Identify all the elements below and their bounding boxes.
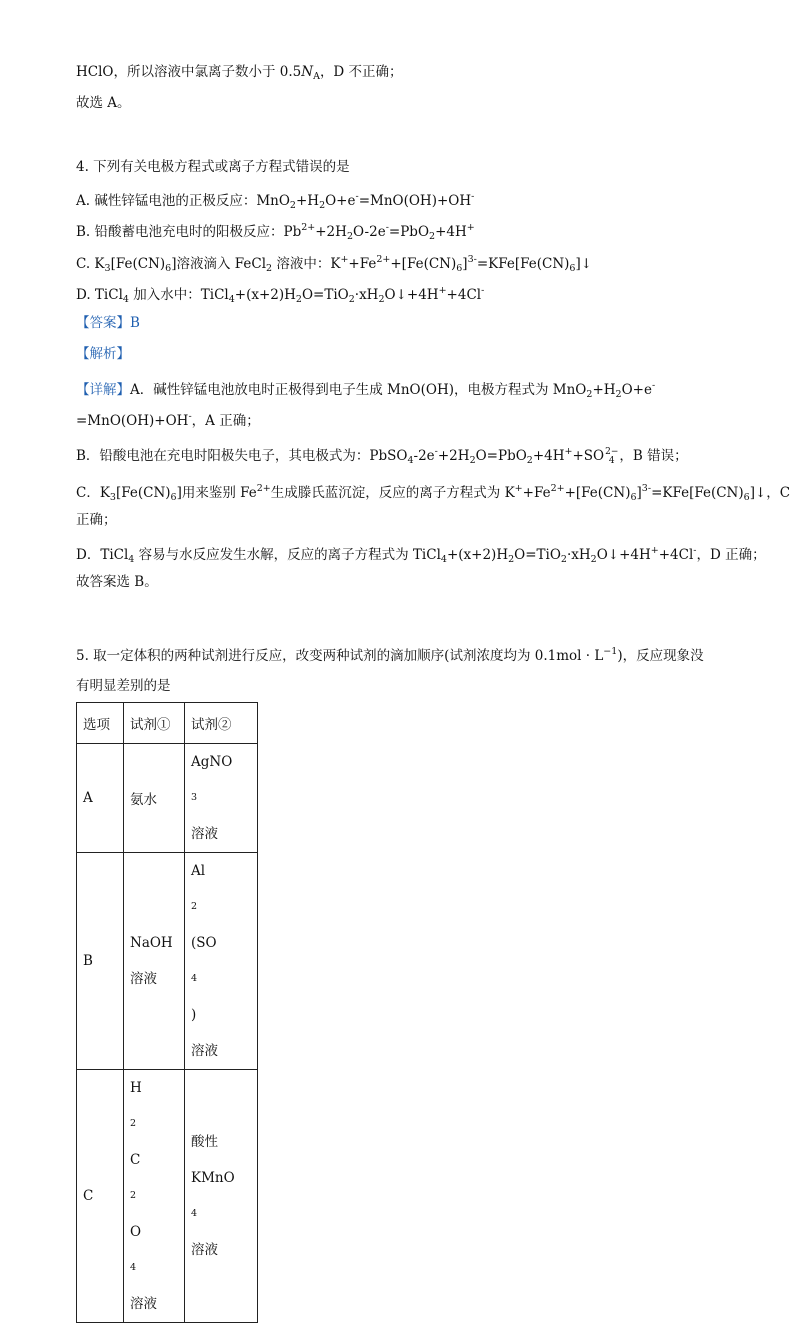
text: ·xH xyxy=(566,547,591,563)
text: O+e xyxy=(621,382,652,398)
sub: 6 xyxy=(165,263,172,274)
sup: 3- xyxy=(467,254,477,265)
text: AgNO xyxy=(191,754,233,770)
text: +4H xyxy=(435,224,467,240)
sub: 6 xyxy=(456,263,463,274)
table-row xyxy=(77,1070,258,1323)
options-table xyxy=(76,702,258,1323)
sub: 2 xyxy=(526,455,533,466)
frac-top: 2− xyxy=(605,446,619,457)
text: +4Cl xyxy=(658,547,694,563)
sup: + xyxy=(650,545,659,556)
sup: - xyxy=(651,380,656,391)
sub: 2 xyxy=(615,389,622,400)
sub: 3 xyxy=(109,492,116,503)
text: ，D 正确； xyxy=(696,547,766,563)
sub: 2 xyxy=(378,294,385,305)
header-cell: 试剂② xyxy=(185,703,258,744)
text: ·xH xyxy=(354,287,379,303)
text: C. K xyxy=(76,256,105,272)
text: +(x+2)H xyxy=(446,547,509,563)
sub: 4 xyxy=(191,1208,198,1219)
text: H xyxy=(130,1080,142,1096)
detail-b xyxy=(76,442,688,471)
table-row xyxy=(77,744,258,853)
text: ]用来鉴别 Fe xyxy=(176,485,257,501)
sup: - xyxy=(481,285,485,296)
text: C xyxy=(130,1152,141,1168)
option-cell: C xyxy=(77,1070,124,1323)
text: O↓+4H xyxy=(596,547,651,563)
text: )，反应现象没 xyxy=(617,648,704,664)
text: KMnO xyxy=(191,1170,235,1186)
text: ] xyxy=(636,485,642,501)
text: +2H xyxy=(437,448,470,464)
sub: 2 xyxy=(130,1190,137,1201)
text: 溶液中：K xyxy=(272,256,341,272)
option-cell: A xyxy=(77,744,124,853)
formula xyxy=(191,1160,251,1232)
q4-conclusion: 故答案选 B。 xyxy=(76,574,158,590)
sup: 3- xyxy=(641,483,652,494)
sub: 4 xyxy=(407,455,414,466)
text: +H xyxy=(592,382,616,398)
table-header-row xyxy=(77,703,258,744)
detail-d xyxy=(76,541,766,570)
option-cell: B xyxy=(77,853,124,1070)
text: O=PbO xyxy=(475,448,527,464)
sub: 6 xyxy=(630,492,637,503)
detail-c xyxy=(76,479,790,508)
formula xyxy=(130,1070,178,1286)
text: D. TiCl xyxy=(76,287,123,303)
sub: 2 xyxy=(130,1118,137,1129)
prev-text: HClO，所以溶液中氯离子数小于 0.5 xyxy=(76,64,302,80)
text: 溶液 xyxy=(191,826,218,842)
text: =KFe[Fe(CN) xyxy=(651,485,744,501)
text: 生成滕氏蓝沉淀，反应的离子方程式为 K xyxy=(270,485,515,501)
text: 溶液 xyxy=(191,1043,218,1059)
sup: - xyxy=(188,411,192,422)
reagent2-cell xyxy=(185,853,258,1070)
text: +4Cl xyxy=(446,287,482,303)
text: A. 碱性锌锰电池的正极反应：MnO xyxy=(76,193,290,209)
detail-label: 【详解】 xyxy=(76,382,130,398)
text: 酸性 xyxy=(191,1134,218,1150)
text: =MnO(OH)+OH xyxy=(76,413,189,429)
text: ]↓，C xyxy=(749,485,791,501)
text: O=TiO xyxy=(514,547,561,563)
text: 加入水中：TiCl xyxy=(128,287,229,303)
text: ，A 正确； xyxy=(191,413,260,429)
sup: + xyxy=(340,254,349,265)
sulfate-charge xyxy=(605,448,618,466)
text: +2H xyxy=(315,224,347,240)
text: +Fe xyxy=(348,256,377,272)
text: 溶液 xyxy=(191,1242,218,1258)
text: +SO xyxy=(572,448,605,464)
sup: 2+ xyxy=(256,483,271,494)
detail-a-line2 xyxy=(76,407,260,431)
q5-stem-line2: 有明显差别的是 xyxy=(76,678,171,694)
sup: - xyxy=(355,191,359,202)
sup: + xyxy=(514,483,523,494)
sub: 4 xyxy=(440,554,447,565)
na-symbol: N xyxy=(301,64,314,80)
q4-option-b xyxy=(76,218,475,247)
q4-option-c xyxy=(76,250,592,279)
text: O xyxy=(130,1224,142,1240)
sup: - xyxy=(434,446,438,457)
text: [Fe(CN) xyxy=(115,485,171,501)
sub: 4 xyxy=(122,294,129,305)
text: +4H xyxy=(532,448,565,464)
sub: 2 xyxy=(586,389,593,400)
q5-stem xyxy=(76,642,704,666)
text: C．K xyxy=(76,485,110,501)
sub: 2 xyxy=(266,263,273,274)
sup: - xyxy=(385,222,389,233)
answer-label: 【答案】B xyxy=(76,315,140,331)
sup: - xyxy=(693,545,697,556)
na-subscript: A xyxy=(313,71,320,82)
text: +(x+2)H xyxy=(234,287,296,303)
formula xyxy=(191,744,251,816)
reagent1-cell xyxy=(124,853,185,1070)
q4-option-a xyxy=(76,187,474,216)
sup: + xyxy=(438,285,447,296)
prev-text-end: ，D 不正确； xyxy=(319,64,403,80)
sub: 4 xyxy=(191,973,198,984)
sub: 2 xyxy=(295,294,302,305)
sup: + xyxy=(564,446,573,457)
text: O↓+4H xyxy=(384,287,439,303)
sub: 2 xyxy=(346,231,353,242)
sub: 3 xyxy=(104,263,111,274)
sub: 2 xyxy=(348,294,355,305)
sup: 2+ xyxy=(550,483,565,494)
text: =PbO xyxy=(388,224,430,240)
sub: 4 xyxy=(128,554,135,565)
text: B. 铅酸蓄电池充电时的阳极反应：Pb xyxy=(76,224,302,240)
text: D．TiCl xyxy=(76,547,129,563)
sub: 6 xyxy=(743,492,750,503)
text: =MnO(OH)+OH xyxy=(358,193,472,209)
q4-stem: 4. 下列有关电极方程式或离子方程式错误的是 xyxy=(76,159,350,175)
text: +H xyxy=(295,193,320,209)
sub: 2 xyxy=(508,554,515,565)
text: 溶液 xyxy=(130,1296,157,1312)
sub: 2 xyxy=(429,231,436,242)
reagent2-cell xyxy=(185,744,258,853)
sub: 6 xyxy=(569,263,576,274)
text: 容易与水反应发生水解，反应的离子方程式为 TiCl xyxy=(134,547,441,563)
prev-conclusion: 故选 A。 xyxy=(76,95,131,111)
sup: −1 xyxy=(603,646,618,657)
text: O-2e xyxy=(352,224,386,240)
text: 溶液 xyxy=(130,971,157,987)
sub: 4 xyxy=(130,1262,137,1273)
text: ，B 错误； xyxy=(619,448,688,464)
sub: 4 xyxy=(228,294,235,305)
sup: + xyxy=(466,222,475,233)
header-cell: 选项 xyxy=(77,703,124,744)
q4-option-d xyxy=(76,281,484,310)
detail-a-line1 xyxy=(76,376,655,405)
text: ]↓ xyxy=(575,256,593,272)
text: +Fe xyxy=(522,485,551,501)
text: ] xyxy=(462,256,468,272)
text: 5. 取一定体积的两种试剂进行反应，改变两种试剂的滴加顺序(试剂浓度均为 0.1mol · L xyxy=(76,648,604,664)
sub: 2 xyxy=(590,554,597,565)
sup: - xyxy=(471,191,475,202)
sup: 2+ xyxy=(376,254,391,265)
sub: 2 xyxy=(289,200,296,211)
sub: 3 xyxy=(191,792,198,803)
detail-c-line2: 正确； xyxy=(76,512,117,528)
analysis-label: 【解析】 xyxy=(76,346,130,362)
text: +[Fe(CN) xyxy=(564,485,631,501)
formula xyxy=(191,853,251,1033)
header-cell: 试剂① xyxy=(124,703,185,744)
text: ) xyxy=(191,1007,197,1023)
text: O+e xyxy=(325,193,356,209)
table-row xyxy=(77,853,258,1070)
reagent1-cell: 氨水 xyxy=(124,744,185,853)
text: =KFe[Fe(CN) xyxy=(476,256,570,272)
text: +[Fe(CN) xyxy=(390,256,457,272)
text: Al xyxy=(191,863,206,879)
reagent1-cell xyxy=(124,1070,185,1323)
text: [Fe(CN) xyxy=(110,256,166,272)
text: (SO xyxy=(191,935,217,951)
sub: 6 xyxy=(170,492,177,503)
sup: 2+ xyxy=(301,222,316,233)
prev-line-1 xyxy=(76,62,403,87)
text: O=TiO xyxy=(301,287,349,303)
text: ]溶液滴入 FeCl xyxy=(171,256,267,272)
text: -2e xyxy=(413,448,435,464)
text: B．铅酸电池在充电时阳极失电子，其电极式为：PbSO xyxy=(76,448,408,464)
text: NaOH xyxy=(130,935,173,951)
sub: 2 xyxy=(469,455,476,466)
sub: 2 xyxy=(560,554,567,565)
text: A．碱性锌锰电池放电时正极得到电子生成 MnO(OH)，电极方程式为 MnO xyxy=(130,382,587,398)
sub: 2 xyxy=(319,200,326,211)
reagent2-cell xyxy=(185,1070,258,1323)
frac-bottom: 4 xyxy=(608,455,615,466)
sub: 2 xyxy=(191,901,198,912)
